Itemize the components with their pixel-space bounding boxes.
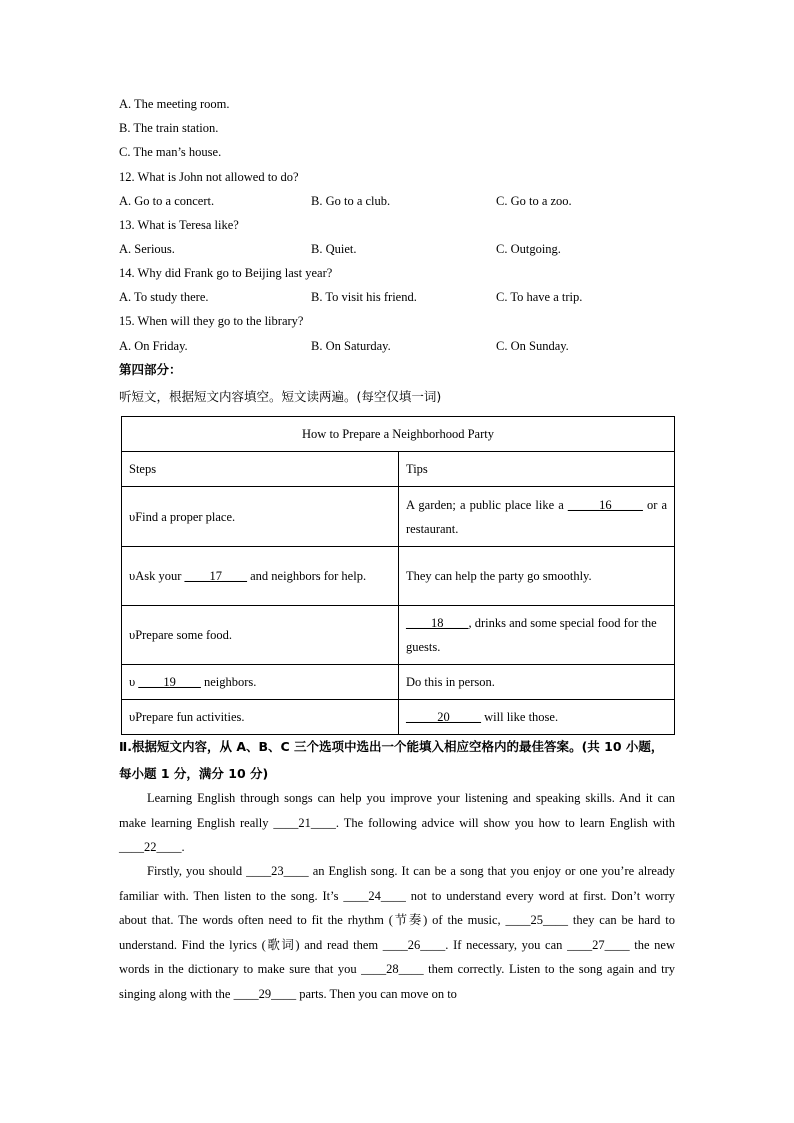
part4-title: 第四部分： bbox=[119, 362, 182, 377]
neighborhood-party-table bbox=[121, 416, 675, 735]
table-row bbox=[122, 547, 675, 606]
blank-17: ____17____ bbox=[184, 569, 247, 583]
header-tips: Tips bbox=[399, 452, 675, 487]
section2-heading: Ⅱ.根据短文内容，从 A、B、C 三个选项中选出一个能填入相应空格内的最佳答案。(共 10 小题，每小题 1 分，满分 10 分) bbox=[119, 739, 664, 781]
q14-option-c: C. To have a trip. bbox=[496, 290, 583, 304]
tip-cell: Do this in person. bbox=[399, 665, 675, 700]
tip-cell: _____20_____ will like those. bbox=[399, 700, 675, 735]
step-cell: υAsk your ____17____ and neighbors for help. bbox=[122, 547, 399, 606]
q15-option-c: C. On Sunday. bbox=[496, 339, 569, 353]
q12-option-b: B. Go to a club. bbox=[311, 194, 391, 208]
table-row bbox=[122, 606, 675, 665]
q15-option-a: A. On Friday. bbox=[119, 339, 188, 353]
blank-16: _____16_____ bbox=[567, 497, 643, 512]
paragraph-1: Learning English through songs can help you improve your listening and speaking skills. And it can make learning English really ____21____. The following advice will show you how to learn English with ____22____. bbox=[119, 791, 675, 854]
tip-cell: A garden; a public place like a _____16_____ or a restaurant. bbox=[399, 487, 675, 547]
part4-instruction: 听短文，根据短文内容填空。短文读两遍。(每空仅填一词) bbox=[119, 389, 442, 404]
q15-question: 15. When will they go to the library? bbox=[119, 314, 304, 328]
header-steps: Steps bbox=[122, 452, 399, 487]
q14-option-b: B. To visit his friend. bbox=[311, 290, 417, 304]
step-cell: υPrepare fun activities. bbox=[122, 700, 399, 735]
table-row bbox=[122, 665, 675, 700]
q12-question: 12. What is John not allowed to do? bbox=[119, 170, 299, 184]
table-title: How to Prepare a Neighborhood Party bbox=[122, 417, 675, 452]
table-row bbox=[122, 700, 675, 735]
q14-question: 14. Why did Frank go to Beijing last year? bbox=[119, 266, 333, 280]
q13-option-c: C. Outgoing. bbox=[496, 242, 561, 256]
step-cell: υ ____19____ neighbors. bbox=[122, 665, 399, 700]
step-cell: υPrepare some food. bbox=[122, 606, 399, 665]
q11-option-a: A. The meeting room. bbox=[119, 97, 230, 111]
q11-option-c: C. The man’s house. bbox=[119, 145, 222, 159]
table-row bbox=[122, 487, 675, 547]
blank-18: ____18____ bbox=[406, 616, 469, 630]
blank-20: _____20_____ bbox=[406, 710, 481, 724]
blank-19: ____19____ bbox=[138, 675, 201, 689]
step-cell: υFind a proper place. bbox=[122, 487, 399, 547]
q12-option-a: A. Go to a concert. bbox=[119, 194, 215, 208]
tip-cell: ____18____, drinks and some special food for the guests. bbox=[399, 606, 675, 665]
q12-option-c: C. Go to a zoo. bbox=[496, 194, 572, 208]
tip-cell: They can help the party go smoothly. bbox=[399, 547, 675, 606]
q15-option-b: B. On Saturday. bbox=[311, 339, 391, 353]
q13-option-b: B. Quiet. bbox=[311, 242, 357, 256]
q14-option-a: A. To study there. bbox=[119, 290, 209, 304]
q13-question: 13. What is Teresa like? bbox=[119, 218, 239, 232]
q11-option-b: B. The train station. bbox=[119, 121, 219, 135]
q13-option-a: A. Serious. bbox=[119, 242, 175, 256]
paragraph-2: Firstly, you should ____23____ an English song. It can be a song that you enjoy or one you’re already familiar with. Then listen to the song. It’s ____24____ not to understand every word at first. Don’t worry about that. The words often need to fit the rhythm (节奏) of the music, ____25____ they can be hard to understand. Find the lyrics (歌词) and read them ____26____. If necessary, you can ____27____ the new words in the dictionary to make sure that you ____28____ them correctly. Listen to the song again and try singing along with the ____29____ parts. Then you can move on to bbox=[119, 864, 675, 1001]
